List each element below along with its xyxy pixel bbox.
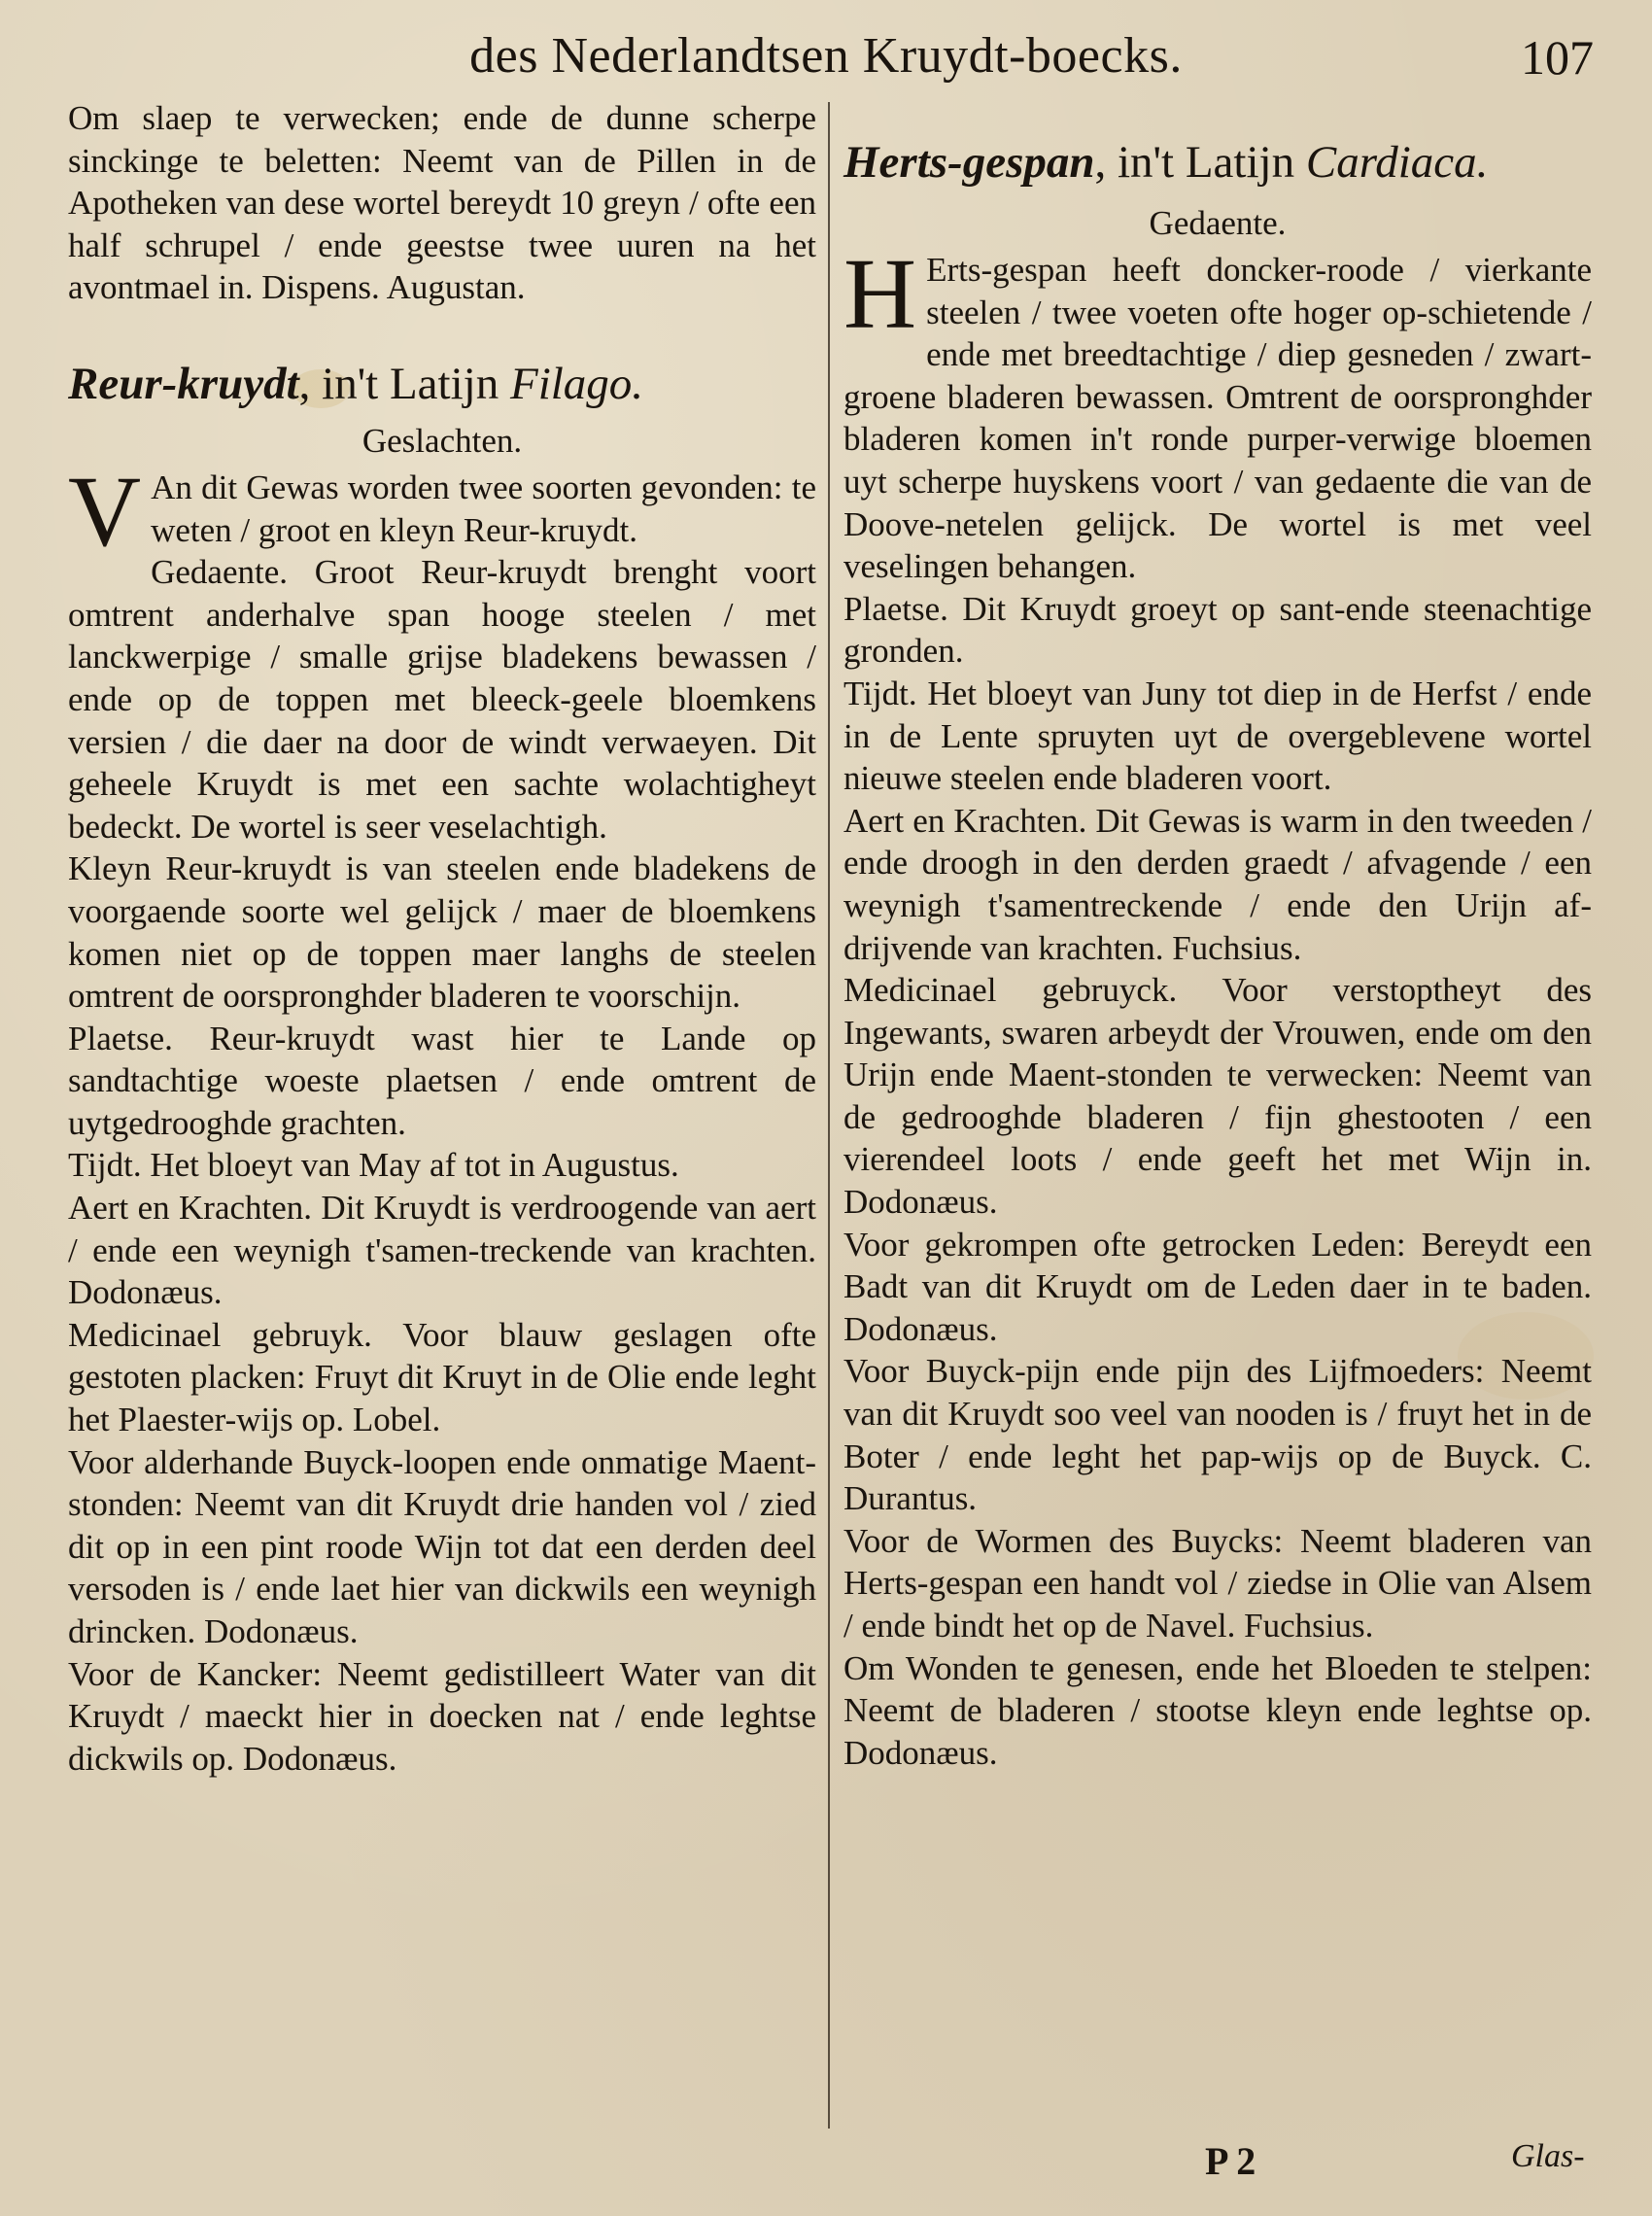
signature-mark: P 2: [1205, 2139, 1256, 2183]
paragraph: Voor de Kancker: Neemt gedistilleert Water van dit Kruydt / maeckt hier in doecken nat / ende leghtse dickwils op. Dodonæus.: [68, 1654, 816, 1778]
paragraph-dropcap: [68, 455, 816, 568]
catchword: Glas-: [1511, 2138, 1585, 2174]
running-header: des Nederlandtsen Kruydt-boecks.: [469, 28, 1183, 84]
paragraph: Om Wonden te genesen, ende het Bloeden te stelpen: Neemt de bladeren / stootse kleyn ende leghtse op. Dodonæus.: [843, 1648, 1592, 1772]
section-heading-herts-gespan: [843, 136, 1592, 189]
heading-latin: Cardiaca.: [1305, 137, 1489, 188]
paragraph: Om slaep te verwecken; ende de dunne scherpe sinckinge te beletten: Neemt van de Pillen in de Apotheken van dese wortel bereydt 10 greyn / ofte een half schrupel / ende geestse twee uuren na het avontmael in. Dispens. Augustan.: [68, 99, 816, 307]
paragraph: Voor gekrompen ofte getrocken Leden: Bereydt een Badt van dit Kruydt om de Leden daer in te baden. Dodonæus.: [843, 1225, 1592, 1348]
paragraph: Plaetse. Dit Kruydt groeyt op sant-ende steenachtige gronden.: [843, 589, 1592, 671]
subheading: Gedaente.: [1149, 204, 1287, 242]
paragraph: Aert en Krachten. Dit Kruydt is verdroogende van aert / ende een weynigh t'samen-treckende van krachten. Dodonæus.: [68, 1189, 816, 1312]
heading-name: Herts-gespan: [843, 137, 1095, 188]
right-column: [843, 97, 1592, 1774]
paragraph: Medicinael gebruyck. Voor verstoptheyt des Ingewants, swaren arbeydt der Vrouwen, ende om den Urijn ende Maent-stonden te verwecken: Neemt van de gedrooghde bladeren / fijn ghestooten / een vierendeel loots / ende geeft het met Wijn in. Dodonæus.: [843, 971, 1592, 1222]
paragraph-dropcap: [843, 238, 1592, 588]
paragraph-text: An dit Gewas worden twee soorten gevonden: te weten / groot en kleyn Reur-kruydt.: [151, 467, 816, 549]
paragraph: Aert en Krachten. Dit Gewas is warm in den tweeden / ende droogh in den derden graedt / afvagende / een weynigh t'samentreckende / ende den Urijn af-drijvende van krachten. Fuchsius.: [843, 801, 1592, 967]
drop-cap: V: [68, 455, 142, 568]
heading-connector: , in't Latijn: [1094, 137, 1306, 188]
paragraph-text: Erts-gespan heeft doncker-roode / vierkante steelen / twee voeten ofte hoger op-schietende / ende met breedtachtige / diep gesneden / zwart-groene bladeren bewassen. Omtrent de oorspronghder bladeren komen in't ronde purper-verwige bloemen uyt scherpe huyskens voort / van gedaente die van de Doove-netelen gelijck. De wortel is met veel veselingen behangen.: [843, 251, 1592, 586]
heading-latin: Filago.: [509, 358, 644, 409]
paragraph: Voor alderhande Buyck-loopen ende onmatige Maent-stonden: Neemt van dit Kruydt drie handen vol / zied dit op in een pint roode Wijn tot dat een derden deel versoden is / ende laet hier van dickwils een weynigh drincken. Dodonæus.: [68, 1442, 816, 1650]
paragraph: Voor Buyck-pijn ende pijn des Lijfmoeders: Neemt van dit Kruydt soo veel van nooden is / fruyt het in de Boter / ende leght het pap-wijs op de Buyck. C. Durantus.: [843, 1352, 1592, 1518]
column-divider: [828, 102, 830, 2129]
heading-name: Reur-kruydt: [68, 358, 299, 409]
page-number: 107: [1521, 30, 1594, 85]
section-heading-reur-kruydt: [68, 358, 816, 410]
paragraph: Kleyn Reur-kruydt is van steelen ende bladekens de voorgaende soorte wel gelijck / maer de bloemkens komen niet op de toppen maer langhs de steelen omtrent de oorspronghder bladeren te voorschijn.: [68, 849, 816, 1016]
paragraph: Voor de Wormen des Buycks: Neemt bladeren van Herts-gespan een handt vol / ziedse in Olie van Alsem / ende bindt het op de Navel. Fuchsius.: [843, 1521, 1592, 1645]
paragraph: Gedaente. Groot Reur-kruydt brenght voort omtrent anderhalve span hooge steelen / met lanckwerpige / smalle grijse bladekens bewassen / ende op de toppen met bleeck-geele bloemkens versien / die daer na door de windt verwaeyen. Dit geheele Kruydt is met een sachte wolachtigheyt bedeckt. De wortel is seer veselachtigh.: [68, 553, 816, 846]
heading-connector: , in't Latijn: [298, 358, 510, 409]
paragraph: Plaetse. Reur-kruydt wast hier te Lande op sandtachtige woeste plaetsen / ende omtrent de uytgedrooghde grachten.: [68, 1019, 816, 1142]
paragraph: Tijdt. Het bloeyt van Juny tot diep in de Herfst / ende in de Lente spruyten uyt de overgeblevene wortel nieuwe steelen ende bladeren voort.: [843, 674, 1592, 798]
left-column: [68, 97, 816, 1780]
paragraph: Medicinael gebruyk. Voor blauw geslagen ofte gestoten placken: Fruyt dit Kruyt in de Olie ende leght het Plaester-wijs op. Lobel.: [68, 1315, 816, 1439]
paragraph: Tijdt. Het bloeyt van May af tot in Augustus.: [68, 1146, 679, 1185]
drop-cap: H: [843, 238, 917, 350]
subheading: Geslachten.: [361, 421, 523, 460]
